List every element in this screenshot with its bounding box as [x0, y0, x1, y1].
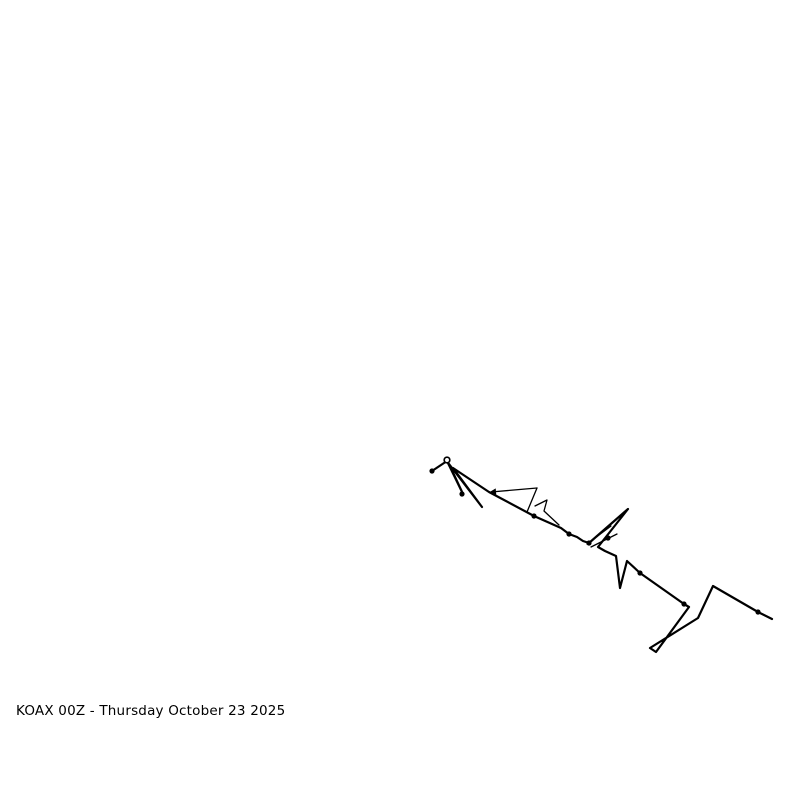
trace-marker-dot — [429, 468, 434, 473]
trace-marker-dot — [681, 601, 686, 606]
annotation-line-apex-leg — [527, 488, 537, 512]
trace-marker-dot — [637, 570, 642, 575]
annotation-line-fan-line-2 — [591, 534, 617, 547]
trace-path-wind-trace — [432, 461, 772, 652]
origin-ring-marker — [444, 457, 450, 463]
plot-caption: KOAX 00Z - Thursday October 23 2025 — [16, 703, 286, 719]
annotation-line-sr-arrow-shaft — [491, 488, 537, 492]
trace-marker-dot — [531, 513, 536, 518]
trace-marker-dot — [605, 535, 610, 540]
trace-marker-dot — [459, 491, 464, 496]
trace-marker-dot — [566, 531, 571, 536]
trace-marker-dot — [586, 540, 591, 545]
trace-marker-dot — [755, 609, 760, 614]
